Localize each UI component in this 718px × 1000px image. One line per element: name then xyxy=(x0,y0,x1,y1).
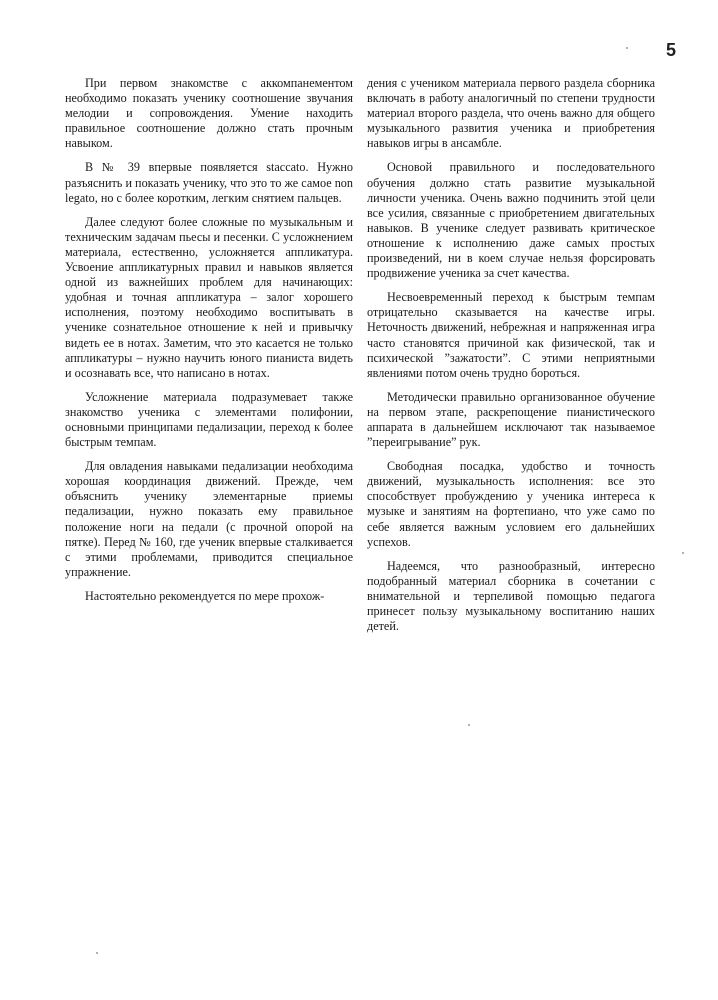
paragraph: В № 39 впервые появляется staccato. Нужно разъяснить и показать ученику, что это то же самое non legato, но с более коротким, легким снятием пальцев. xyxy=(65,160,353,205)
paragraph: Для овладения навыками педализации необходима хорошая координация движений. Прежде, чем объяснить ученику элементарные приемы педализации, нужно показать ему правильное положение ноги на педали (с прочной опорой на пятке). Перед № 160, где ученик впервые сталкивается с этими проблемами, приводится специальное упражнение. xyxy=(65,459,353,579)
paragraph-continuation: дения с учеником материала первого раздела сборника включать в работу аналогичный по степени трудности материал второго раздела, что очень важно для общего музыкального развития ученика и приобретения навыков игры в ансамбле. xyxy=(367,76,655,151)
paragraph: Свободная посадка, удобство и точность движений, музыкальность исполнения: все это способствует пробуждению у ученика интереса к музыке и занятиям на фортепиано, что уже само по себе является важным условием его дальнейших успехов. xyxy=(367,459,655,549)
paragraph: Несвоевременный переход к быстрым темпам отрицательно сказывается на качестве игры. Неточность движений, небрежная и напряженная игра часто становятся причиной как физической, так и психической ”зажатости”. С этими неприятными явлениями потом очень трудно бороться. xyxy=(367,290,655,380)
paragraph: Надеемся, что разнообразный, интересно подобранный материал сборника в сочетании с внимательной и терпеливой помощью педагога принесет пользу музыкальному воспитанию наших детей. xyxy=(367,558,655,634)
paragraph: Усложнение материала подразумевает также знакомство ученика с элементами полифонии, основными принципами педализации, переход к более быстрым темпам. xyxy=(65,389,353,450)
paragraph: Основой правильного и последовательного обучения должно стать развитие музыкальной личности ученика. Очень важно подчинить этой цели все усилия, связанные с приобретением двигательных навыков. В ученике следует развивать критическое отношение к исполнению даже самых простых произведений, ни в коем случае нельзя форсировать продвижение ученика за счет качества. xyxy=(367,160,655,281)
scan-speck xyxy=(96,952,98,954)
paragraph: Далее следуют более сложные по музыкальным и техническим задачам пьесы и песенки. С усложнением материала, естественно, усложняется аппликатура. Усвоение аппликатурных правил и навыков является одной из важнейших проблем для начинающих: удобная и точная аппликатура – залог хорошего исполнения, поэтому необходимо воспитывать в ученике сознательное отношение к ней и привычку видеть ее в нотах. Заметим, что это касается не только аппликатуры – нужно научить юного пианиста видеть и осознавать все, что написано в нотах. xyxy=(65,214,353,380)
right-column xyxy=(367,76,655,643)
page-number: 5 xyxy=(666,40,677,60)
left-column xyxy=(65,76,353,613)
scan-speck xyxy=(682,552,684,554)
scan-speck xyxy=(468,724,470,726)
paragraph: При первом знакомстве с аккомпанементом необходимо показать ученику соотношение звучания мелодии и сопровождения. Умение находить правильное соотношение должно стать прочным навыком. xyxy=(65,76,353,151)
scan-speck xyxy=(626,47,628,49)
paragraph: Методически правильно организованное обучение на первом этапе, раскрепощение пианистического аппарата в дальнейшем исключают так называемое ”переигрывание” рук. xyxy=(367,389,655,450)
paragraph: Настоятельно рекомендуется по мере прохож- xyxy=(85,588,325,603)
